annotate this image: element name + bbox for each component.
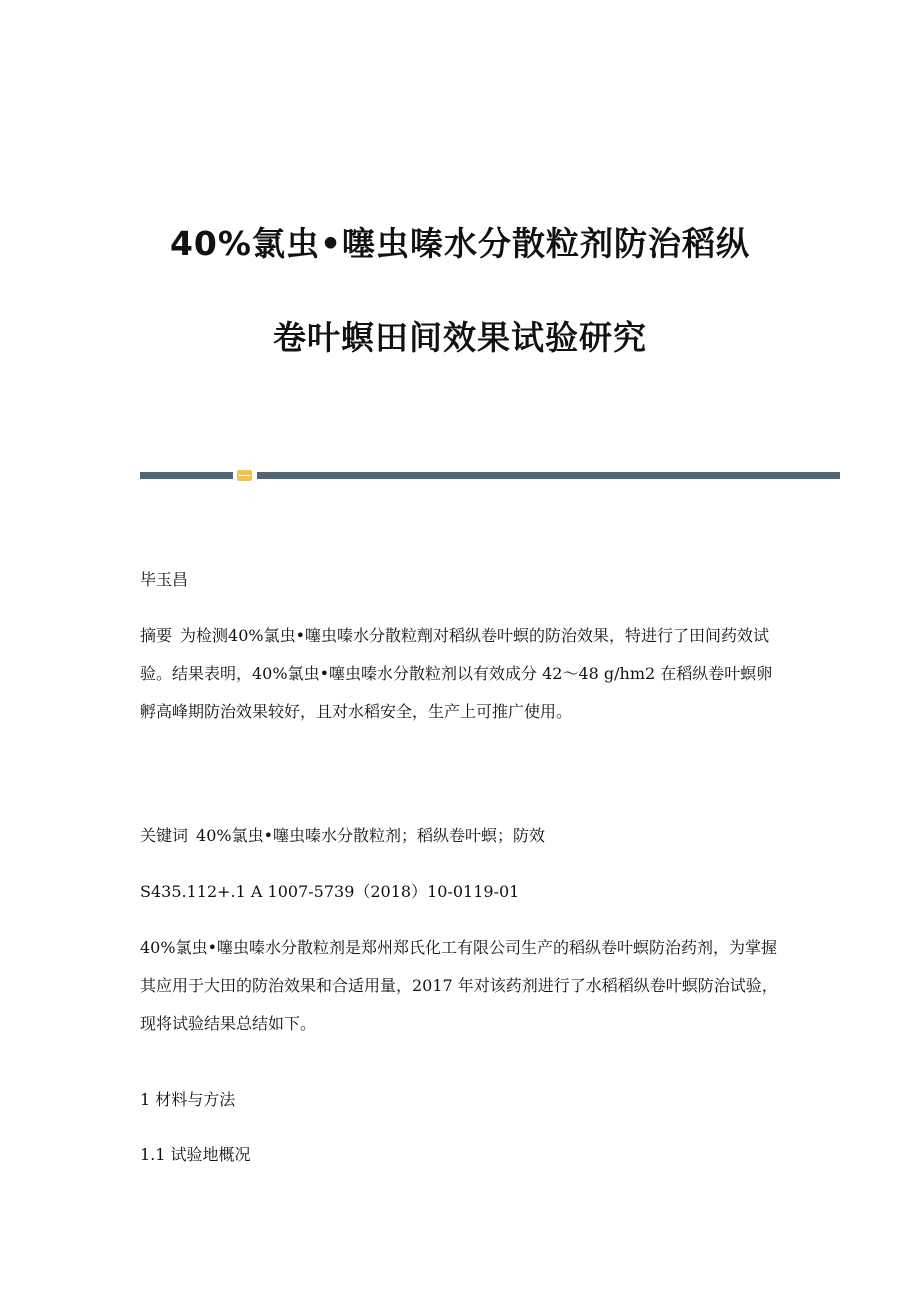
divider-ornament-icon — [237, 470, 252, 481]
abstract-text: 为检测40%氯虫•噻虫嗪水分散粒劑对稻纵卷叶螟的防治效果，特进行了田间药效试验。结果表明，40%氯虫•噻虫嗪水分散粒剂以有效成分 42～48 g/hm2 在稻纵卷叶螟卵孵高峰期防治效果较好，且对水稻安全，生产上可推广使用。 — [140, 626, 773, 721]
document-title-line-1: 40%氯虫•噻虫嗪水分散粒剂防治稻纵 — [169, 224, 751, 263]
document-title-line-2: 卷叶螟田间效果试验研究 — [273, 318, 647, 357]
section-heading-1: 1 材料与方法 — [140, 1090, 236, 1109]
divider-right-segment — [257, 472, 840, 479]
section-heading-1-1: 1.1 试验地概况 — [140, 1145, 251, 1164]
keywords-text: 40%氯虫•噻虫嗪水分散粒剂；稻纵卷叶螟；防效 — [196, 826, 546, 845]
title-divider — [140, 470, 840, 480]
author-name: 毕玉昌 — [140, 570, 189, 589]
keywords-label: 关键词 — [140, 826, 189, 845]
keywords-line — [140, 824, 780, 848]
abstract-paragraph — [140, 617, 780, 731]
intro-paragraph: 40%氯虫•噻虫嗪水分散粒剂是郑州郑氏化工有限公司生产的稻纵卷叶螟防治药剂，为掌握其应用于大田的防治效果和合适用量，2017 年对该药剂进行了水稻稻纵卷叶螟防治试验，现将试验结果总结如下。 — [140, 938, 778, 1033]
abstract-label: 摘要 — [140, 626, 173, 645]
classification-number: S435.112+.1 A 1007-5739（2018）10-0119-01 — [140, 882, 520, 901]
divider-left-segment — [140, 472, 233, 479]
